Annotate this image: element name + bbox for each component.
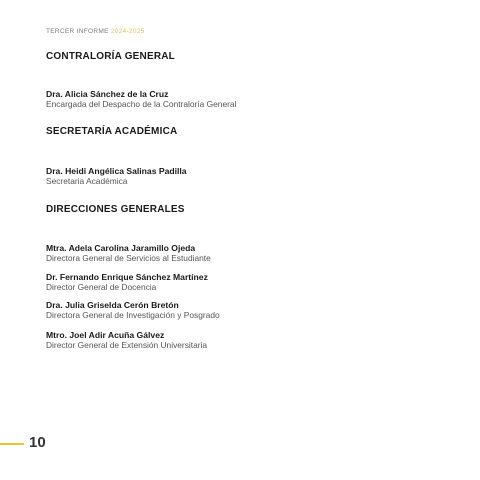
running-header-label: TERCER INFORME: [46, 28, 109, 35]
person-role: Director General de Docencia: [46, 282, 157, 292]
footer-accent-rule: [0, 443, 24, 445]
person-entry: [46, 166, 446, 186]
person-role: Directora General de Servicios al Estudiante: [46, 253, 211, 263]
person-name: Dra. Julia Griselda Cerón Bretón: [46, 300, 179, 310]
section-direcciones: [46, 204, 446, 215]
person-name: Mtra. Adela Carolina Jaramillo Ojeda: [46, 243, 196, 253]
person-role: Encargada del Despacho de la Contraloría General: [46, 99, 237, 109]
person-entry: [46, 89, 446, 109]
person-role: Directora General de Investigación y Posgrado: [46, 310, 220, 320]
person-entry: [46, 300, 446, 320]
person-entry: [46, 330, 446, 350]
running-header-years: 2024-2025: [110, 28, 145, 35]
page-number: 10: [29, 434, 46, 451]
person-role: Director General de Extensión Universitaria: [46, 340, 208, 350]
person-entry: [46, 272, 446, 292]
section-title: DIRECCIONES GENERALES: [46, 204, 185, 215]
running-header: [46, 28, 145, 35]
person-name: Dr. Fernando Enrique Sánchez Martínez: [46, 272, 208, 282]
person-name: Dra. Alicia Sánchez de la Cruz: [46, 89, 169, 99]
section-title: CONTRALORÍA GENERAL: [46, 51, 175, 62]
person-name: Dra. Heidi Angélica Salinas Padilla: [46, 166, 187, 176]
section-contraloria: [46, 51, 446, 62]
section-secretaria: [46, 126, 446, 137]
person-role: Secretaria Académica: [46, 176, 128, 186]
person-entry: [46, 243, 446, 263]
person-name: Mtro. Joel Adir Acuña Gálvez: [46, 330, 165, 340]
section-title: SECRETARÍA ACADÉMICA: [46, 126, 178, 137]
